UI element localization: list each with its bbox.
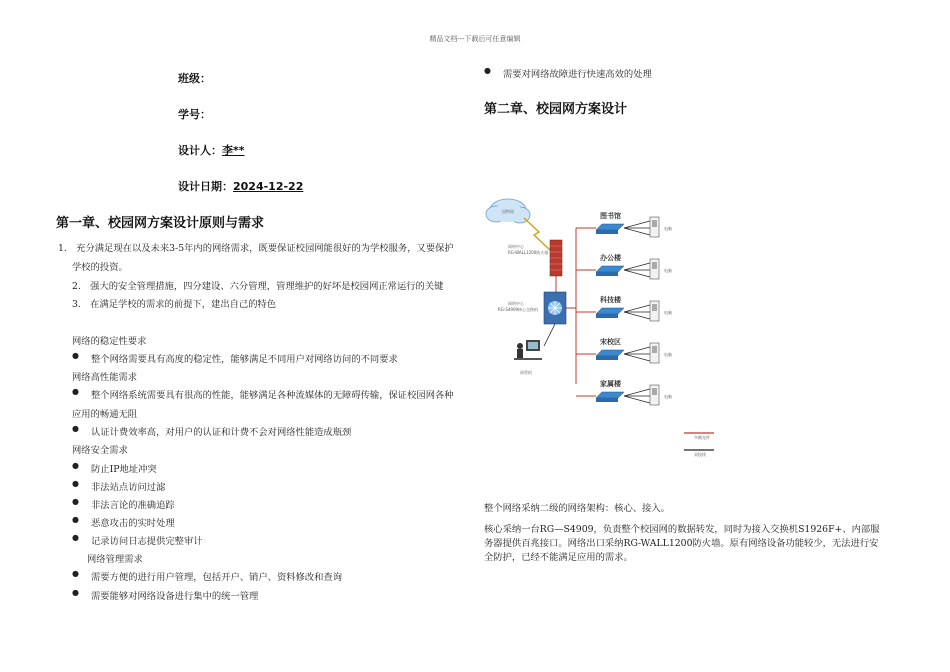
building-label: 图书馆 xyxy=(600,212,621,220)
security-bullet-3: ● 非法言论的准确追踪 xyxy=(91,497,175,511)
twisted-pair-link xyxy=(624,347,650,354)
core-switch-icon xyxy=(544,292,566,324)
class-field xyxy=(178,70,211,86)
core-description-line-2: 务器提供百兆接口。网络出口采纳RG-WALL1200防火墙。原有网络设备功能较少，无法进行安 xyxy=(484,538,879,549)
architecture-paragraph: 整个网络采纳二级的网络架构：核心、接入。 xyxy=(484,503,670,514)
management-bullet-2: ● 需要能够对网络设备进行集中的统一管理 xyxy=(91,588,258,602)
legend-fiber-label: 多模光纤 xyxy=(694,435,710,440)
chapter2-title: 第二章、校园网方案设计 xyxy=(484,102,628,117)
pc-screen xyxy=(652,388,657,395)
admin-label: 网管机 xyxy=(520,370,532,375)
designer-field xyxy=(178,142,245,158)
building-label: 科技楼 xyxy=(600,296,621,304)
access-switch-icon xyxy=(596,266,624,272)
admin-pc-icon xyxy=(514,340,542,360)
fault-handling-bullet: ● 需要对网络故障进行快速高效的处理 xyxy=(503,66,652,80)
twisted-pair-link xyxy=(624,354,650,361)
access-switch-icon xyxy=(596,308,624,314)
pc-screen xyxy=(652,220,657,227)
page-header: 精品文档---下载后可任意编辑 xyxy=(429,35,521,43)
management-bullet-1: ● 需要方便的进行用户管理，包括开户、销户、资料修改和查询 xyxy=(91,569,342,583)
class-label: 班级： xyxy=(178,72,211,85)
campus-network-diagram xyxy=(484,188,716,468)
design-date-label: 设计日期： xyxy=(178,180,233,193)
stability-bullet: ● 整个网络需要具有高度的稳定性，能够满足不同用户对网络访问的不同要求 xyxy=(91,351,398,365)
core-label-1: 网络中心 xyxy=(508,301,524,306)
access-switch-base xyxy=(596,356,618,360)
pc-screen xyxy=(652,304,657,311)
security-bullet-1: ● 防止IP地址冲突 xyxy=(91,461,157,475)
performance-title: 网络高性能需求 xyxy=(72,372,138,383)
core-label-2: RG-S4909核心交换机 xyxy=(498,307,539,312)
requirement-item-3: 3. 在满足学校的需求的前提下，建出自己的特色 xyxy=(72,299,277,310)
performance-bullet-2: ● 认证计费效率高，对用户的认证和计费不会对网络性能造成瓶颈 xyxy=(91,424,351,438)
security-bullet-2: ● 非法站点访问过滤 xyxy=(91,479,165,493)
requirement-item-2: 2. 强大的安全管理措施，四分建设、六分管理，管理维护的好坏是校园网正常运行的关键 xyxy=(72,281,444,292)
access-switch-icon xyxy=(596,224,624,230)
pc-label: 电脑 xyxy=(664,226,672,231)
legend-twisted-label: 双绞线 xyxy=(694,452,706,457)
firewall-label-2: RG-WALL1200防火墙 xyxy=(508,250,549,255)
firewall-label-1: 网络中心 xyxy=(508,244,524,249)
internet-label: 因特网 xyxy=(502,209,514,214)
pc-label: 电脑 xyxy=(664,394,672,399)
requirement-item-1: 1. 充分满足现在以及未来3-5年内的网络需求，既要保证校园网能很好的为学校服务，又要保护 xyxy=(58,243,454,254)
twisted-pair-link xyxy=(624,312,650,319)
admin-link xyxy=(544,324,555,346)
access-switch-base xyxy=(596,272,618,276)
pc-label: 电脑 xyxy=(664,310,672,315)
twisted-pair-link xyxy=(624,389,650,396)
security-bullet-5: ● 记录访问日志提供完整审计 xyxy=(91,533,203,547)
access-switch-base xyxy=(596,398,618,402)
stability-title: 网络的稳定性要求 xyxy=(72,336,147,347)
security-bullet-4: ● 恶意攻击的实时处理 xyxy=(91,515,175,529)
firewall-icon xyxy=(550,240,562,276)
requirement-item-1-cont: 学校的投资。 xyxy=(72,262,128,273)
twisted-pair-link xyxy=(624,228,650,235)
security-title: 网络安全需求 xyxy=(72,445,128,456)
core-description-line-1: 核心采纳一台RG—S4909，负责整个校园网的数据转发，同时为接入交换机S1926F+、内部服 xyxy=(484,524,880,535)
access-switch-base xyxy=(596,230,618,234)
management-title: 网络管理需求 xyxy=(87,554,143,565)
designer-value: 李** xyxy=(222,144,245,157)
student-id-label: 学号： xyxy=(178,108,211,121)
twisted-pair-link xyxy=(624,263,650,270)
pc-label: 电脑 xyxy=(664,352,672,357)
designer-label: 设计人： xyxy=(178,144,222,157)
wan-link xyxy=(524,218,550,250)
design-date-value: 2024-12-22 xyxy=(233,180,304,193)
performance-bullet-1: ● 整个网络系统需要具有很高的性能，能够满足各种流媒体的无障碍传输，保证校园网各种 xyxy=(91,387,454,401)
building-label: 家属楼 xyxy=(600,380,621,388)
twisted-pair-link xyxy=(624,221,650,228)
access-switch-base xyxy=(596,314,618,318)
chapter1-title: 第一章、校园网方案设计原则与需求 xyxy=(56,216,265,231)
access-switch-icon xyxy=(596,392,624,398)
twisted-pair-link xyxy=(624,305,650,312)
pc-label: 电脑 xyxy=(664,268,672,273)
student-id-field xyxy=(178,106,211,122)
twisted-pair-link xyxy=(624,270,650,277)
building-label: 宋校区 xyxy=(600,338,621,346)
building-label: 办公楼 xyxy=(600,254,621,262)
twisted-pair-link xyxy=(624,396,650,403)
core-description-line-3: 全防护，已经不能满足应用的需求。 xyxy=(484,552,633,563)
performance-bullet-1-cont: 应用的畅通无阻 xyxy=(72,409,138,420)
pc-screen xyxy=(652,262,657,269)
pc-screen xyxy=(652,346,657,353)
access-switch-icon xyxy=(596,350,624,356)
design-date-field xyxy=(178,178,303,194)
